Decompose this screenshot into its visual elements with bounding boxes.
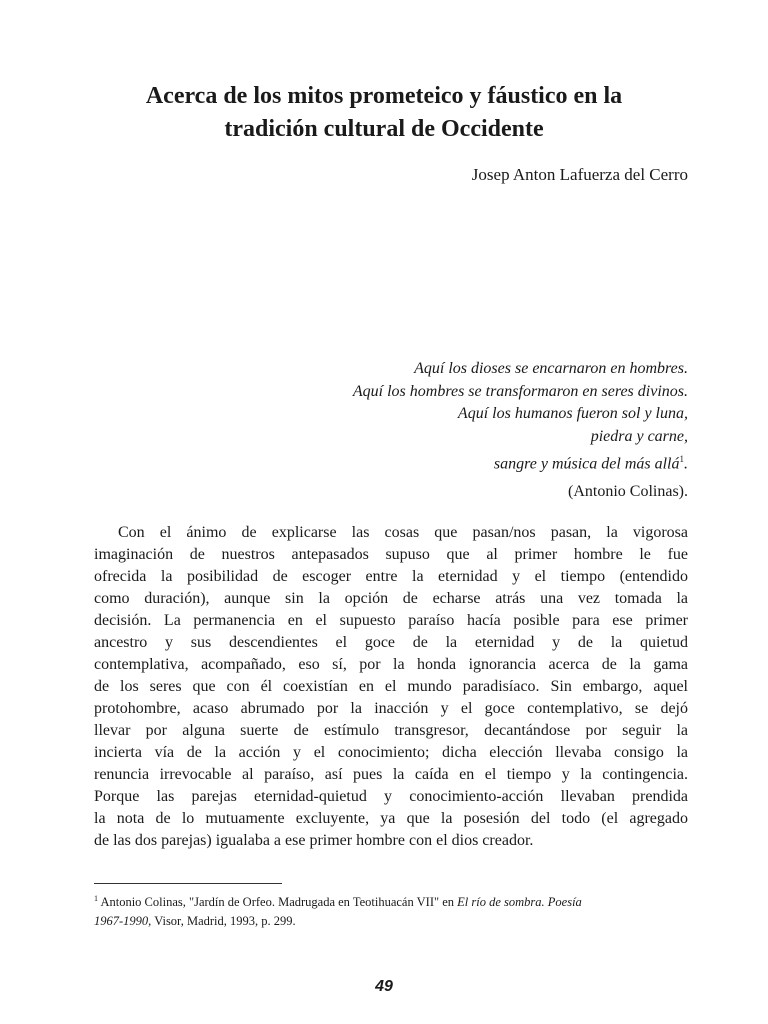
body-line: como duración), aunque sin la opción de echarse atrás una vez tomada la	[94, 590, 688, 607]
body-line: incierta vía de la acción y el conocimiento; dicha elección llevaba consigo la	[94, 744, 688, 761]
footnote-book-title: El río de sombra. Poesía	[457, 895, 582, 910]
epigraph-line: piedra y carne,	[590, 427, 688, 445]
footnote-reference[interactable]: 1	[679, 454, 684, 464]
epigraph-line: Aquí los humanos fueron sol y luna,	[457, 405, 688, 422]
body-line: la nota de lo mutuamente excluyente, ya que la posesión del todo (el agregado	[94, 810, 688, 827]
epigraph-line	[353, 448, 688, 476]
footnote-divider	[94, 883, 282, 884]
epigraph-last-line-text: sangre y música del más allá	[493, 455, 680, 473]
epigraph-end-punct: .	[684, 455, 688, 473]
author-name: Josep Anton Lafuerza del Cerro	[471, 165, 688, 184]
page-number: 49	[375, 978, 393, 995]
footnote-text-a: Antonio Colinas, "Jardín de Orfeo. Madrugada en Teotihuacán VII" en	[100, 895, 458, 910]
body-line: de los seres que con él coexistían en el mundo paradisíaco. Sin embargo, aquel	[94, 678, 688, 695]
body-paragraph	[94, 522, 688, 852]
footnote-years: 1967-1990	[94, 914, 149, 929]
article-title	[95, 80, 673, 146]
title-line-2: tradición cultural de Occidente	[224, 116, 544, 142]
title-line-1: Acerca de los mitos prometeico y fáustico en la	[145, 83, 623, 109]
body-line: ofrecida la posibilidad de escoger entre la eternidad y el tiempo (entendido	[94, 568, 688, 585]
body-line: Con el ánimo de explicarse las cosas que pasan/nos pasan, la vigorosa	[118, 524, 688, 541]
body-line: decisión. La permanencia en el supuesto paraíso hacía posible para ese primer	[94, 612, 688, 629]
body-line: llevar por alguna suerte de estímulo transgresor, decantándose por seguir la	[94, 722, 688, 739]
body-line: imaginación de nuestros antepasados supuso que al primer hombre le fue	[94, 546, 688, 563]
body-line: contemplativa, acompañado, eso sí, por la honda ignorancia acerca de la gama	[94, 656, 688, 673]
epigraph	[353, 358, 688, 476]
body-line: renuncia irrevocable al paraíso, así pues la caída en el tiempo y la contingencia.	[94, 766, 688, 783]
footnote-text-b: , Visor, Madrid, 1993, p. 299.	[148, 914, 296, 929]
epigraph-source: (Antonio Colinas).	[568, 483, 688, 500]
body-line: ancestro y sus descendientes el goce de la eternidad y de la quietud	[94, 634, 688, 651]
footnote-mark: 1	[94, 894, 98, 903]
body-line: Porque las parejas eternidad-quietud y conocimiento-acción llevaban prendida	[94, 788, 688, 805]
body-line: de las dos parejas) igualaba a ese primer hombre con el dios creador.	[94, 832, 534, 849]
epigraph-line: Aquí los hombres se transformaron en seres divinos.	[352, 382, 688, 400]
footnote	[94, 889, 688, 931]
body-line: protohombre, acaso abrumado por la inacción y el goce contemplativo, se dejó	[94, 700, 688, 717]
epigraph-line: Aquí los dioses se encarnaron en hombres.	[414, 360, 688, 377]
